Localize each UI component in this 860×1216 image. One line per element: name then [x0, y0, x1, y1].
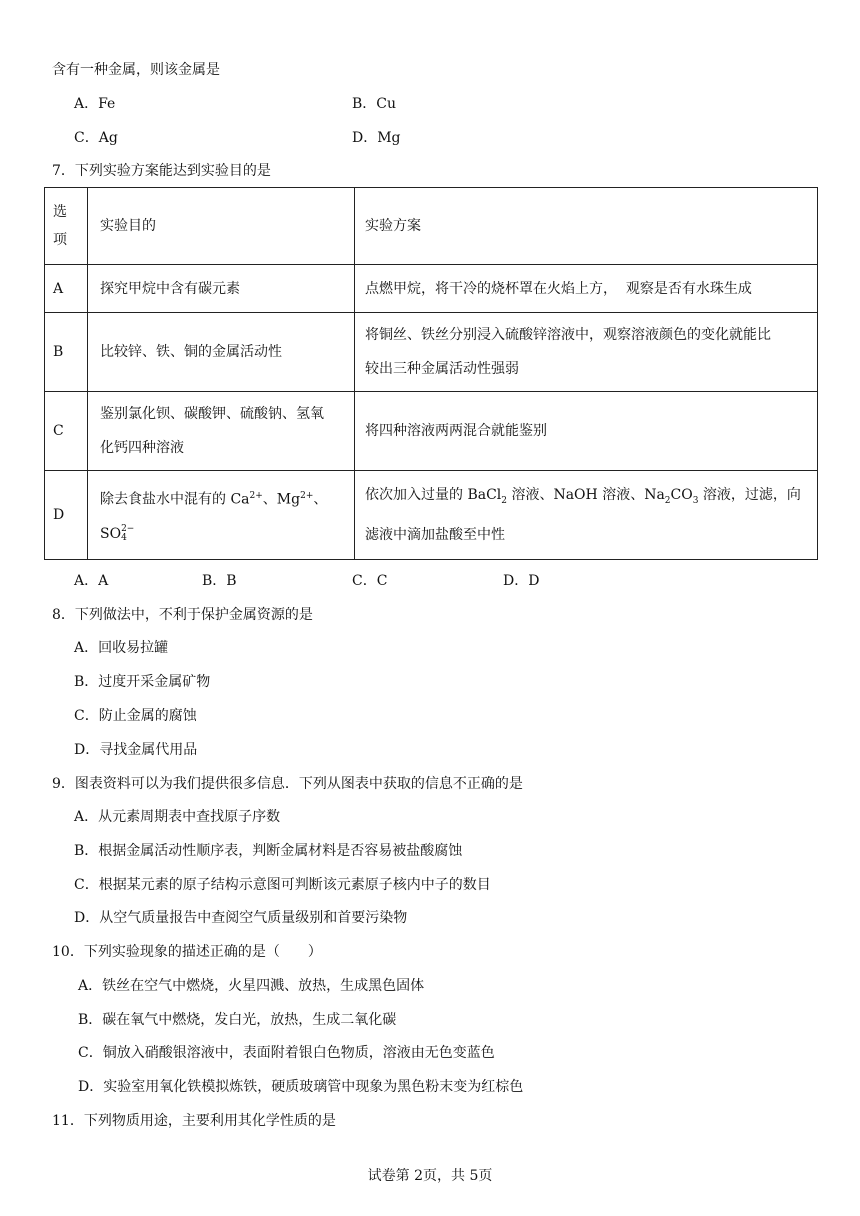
q7-table: [44, 187, 818, 560]
table-header-row: [45, 188, 818, 265]
row-option: C: [45, 392, 88, 471]
q9-stem: 9．图表资料可以为我们提供很多信息．下列从图表中获取的信息不正确的是: [52, 776, 523, 792]
q7-answer-a: A．A: [74, 573, 109, 589]
q7-stem: 7．下列实验方案能达到实验目的是: [52, 163, 271, 179]
q10-option-b: B．碳在氧气中燃烧，发白光，放热，生成二氧化碳: [78, 1012, 397, 1028]
row-option: D: [45, 471, 88, 560]
q7-answer-d: D．D: [503, 573, 540, 589]
row-option: B: [45, 313, 88, 392]
q11-stem: 11．下列物质用途，主要利用其化学性质的是: [52, 1113, 336, 1129]
q8-option-a: A．回收易拉罐: [74, 640, 169, 656]
table-row: [45, 392, 818, 471]
header-option: 选 项: [45, 188, 88, 265]
q10-option-a: A．铁丝在空气中燃烧，火星四溅、放热，生成黑色固体: [78, 978, 425, 994]
row-goal: 比较锌、铁、铜的金属活动性: [88, 313, 355, 392]
q6-stem: 含有一种金属，则该金属是: [52, 62, 220, 78]
q6-option-b: B．Cu: [352, 96, 397, 112]
q6-option-c: C．Ag: [74, 130, 118, 146]
header-plan: 实验方案: [355, 188, 818, 265]
table-row: [45, 471, 818, 560]
q7-answer-c: C．C: [352, 573, 388, 589]
q10-option-d: D．实验室用氧化铁模拟炼铁，硬质玻璃管中现象为黑色粉末变为红棕色: [78, 1079, 524, 1095]
row-plan: 依次加入过量的 BaCl$_2$ 溶液、NaOH 溶液、$Na_2CO_3$ 溶液，过滤，向 滤液中滴加盐酸至中性: [355, 471, 818, 560]
q9-option-b: B．根据金属活动性顺序表，判断金属材料是否容易被盐酸腐蚀: [74, 843, 463, 859]
q9-option-d: D．从空气质量报告中查阅空气质量级别和首要污染物: [74, 910, 408, 926]
q10-option-c: C．铜放入硝酸银溶液中，表面附着银白色物质，溶液由无色变蓝色: [78, 1045, 495, 1061]
q8-stem: 8．下列做法中，不利于保护金属资源的是: [52, 607, 313, 623]
q6-option-a: A．Fe: [74, 96, 116, 112]
q8-option-b: B．过度开采金属矿物: [74, 674, 211, 690]
q10-stem: 10．下列实验现象的描述正确的是（ ）: [52, 944, 322, 960]
row-goal: 探究甲烷中含有碳元素: [88, 265, 355, 313]
row-option: A: [45, 265, 88, 313]
q9-option-a: A．从元素周期表中查找原子序数: [74, 809, 281, 825]
page-footer: 试卷第 2页，共 5页: [367, 1168, 493, 1184]
q7-answer-b: B．B: [202, 573, 237, 589]
table-row: [45, 313, 818, 392]
row-plan: 将铜丝、铁丝分别浸入硫酸锌溶液中，观察溶液颜色的变化就能比 较出三种金属活动性强弱: [355, 313, 818, 392]
table-row: [45, 265, 818, 313]
q9-option-c: C．根据某元素的原子结构示意图可判断该元素原子核内中子的数目: [74, 877, 491, 893]
q6-option-d: D．Mg: [352, 130, 401, 146]
row-goal: 除去食盐水中混有的 $Ca^{2+}$、$Mg^{2+}$、 SO 2− 4: [88, 471, 355, 560]
row-plan: 点燃甲烷，将干冷的烧杯罩在火焰上方， 观察是否有水珠生成: [355, 265, 818, 313]
row-goal: 鉴别氯化钡、碳酸钾、硫酸钠、氢氧 化钙四种溶液: [88, 392, 355, 471]
header-goal: 实验目的: [88, 188, 355, 265]
row-plan: 将四种溶液两两混合就能鉴别: [355, 392, 818, 471]
q8-option-c: C．防止金属的腐蚀: [74, 708, 197, 724]
q8-option-d: D．寻找金属代用品: [74, 742, 198, 758]
